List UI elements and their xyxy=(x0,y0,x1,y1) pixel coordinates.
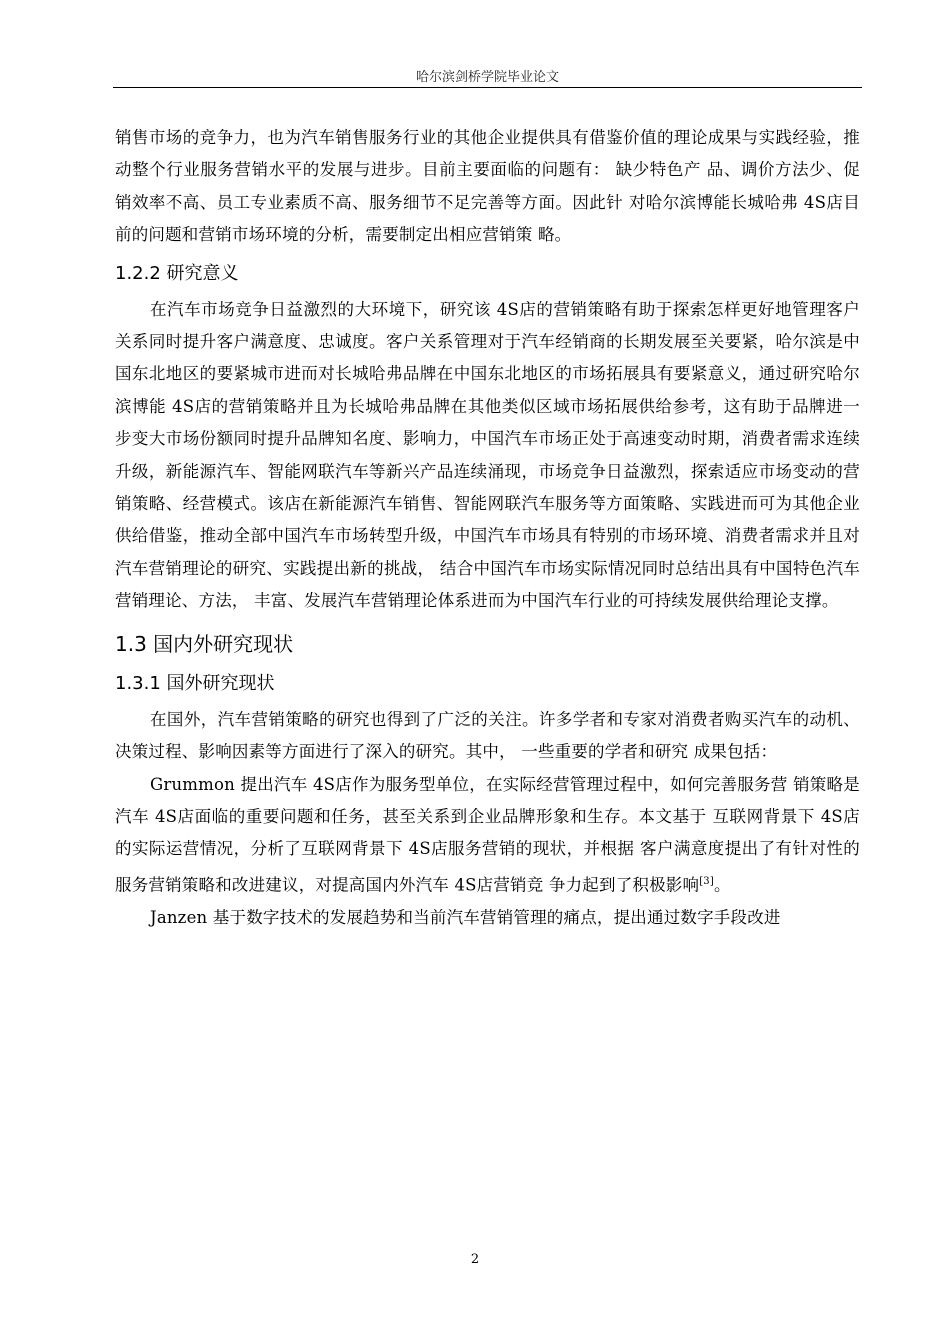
paragraph-grummon xyxy=(115,769,860,902)
page-header: 哈尔滨剑桥学院毕业论文 xyxy=(415,70,559,85)
section-heading-1-3-1: 1.3.1 国外研究现状 xyxy=(115,672,275,694)
page-body xyxy=(115,122,860,934)
page-number: 2 xyxy=(470,1252,480,1267)
paragraph-research-significance: 在汽车市场竞争日益激烈的大环境下，研究该 4S店的营销策略有助于探索怎样更好地管理客户关系同时提升客户满意度、忠诚度。客户关系管理对于汽车经销商的长期发展至关要紧，哈尔滨是中国东北地区的要紧城市进而对长城哈弗品牌在中国东北地区的市场拓展具有要紧意义，通过研究哈尔滨博能 4S店的营销策略并且为长城哈弗品牌在其他类似区域市场拓展供给参考，这有助于品牌进一步变大市场份额同时提升品牌知名度、影响力，中国汽车市场正处于高速变动时期，消费者需求连续升级，新能源汽车、智能网联汽车等新兴产品连续涌现，市场竞争日益激烈，探索适应市场变动的营销策略、经营模式。该店在新能源汽车销售、智能网联汽车服务等方面策略、实践进而可为其他企业供给借鉴，推动全部中国汽车市场转型升级，中国汽车市场具有特别的市场环境、消费者需求并且对汽车营销理论的研究、实践提出新的挑战， 结合中国汽车市场实际情况同时总结出具有中国特色汽车营销理论、方法， 丰富、发展汽车营销理论体系进而为中国汽车行业的可持续发展供给理论支撑。 xyxy=(115,299,860,611)
paragraph-grummon-end: 。 xyxy=(713,875,731,895)
paragraph-foreign-research-intro: 在国外，汽车营销策略的研究也得到了广泛的关注。许多学者和专家对消费者购买汽车的动机、决策过程、影响因素等方面进行了深入的研究。其中， 一些重要的学者和研究 成果包括： xyxy=(115,709,860,762)
section-heading-1-2-2: 1.2.2 研究意义 xyxy=(115,262,239,284)
citation-ref: [3] xyxy=(699,875,714,887)
paragraph-janzen: Janzen 基于数字技术的发展趋势和当前汽车营销管理的痛点，提出通过数字手段改进 xyxy=(150,907,781,927)
paragraph-grummon-text: Grummon 提出汽车 4S店作为服务型单位，在实际经营管理过程中，如何完善服务营 销策略是汽车 4S店面临的重要问题和任务，甚至关系到企业品牌形象和生存。本文基于 互联网背景下 4S店的实际运营情况，分析了互联网背景下 4S店服务营销的现状，并根据 客户满意度提出了有针对性的服务营销策略和改进建议，对提高国内外汽车 4S店营销竞 争力起到了积极影响 xyxy=(115,774,860,895)
section-heading-1-3: 1.3 国内外研究现状 xyxy=(115,631,294,656)
paragraph-continued: 销售市场的竞争力，也为汽车销售服务行业的其他企业提供具有借鉴价值的理论成果与实践经验，推动整个行业服务营销水平的发展与进步。目前主要面临的问题有： 缺少特色产 品、调价方法少、促销效率不高、员工专业素质不高、服务细节不足完善等方面。因此针 对哈尔滨博能长城哈弗 4S店目前的问题和营销市场环境的分析，需要制定出相应营销策 略。 xyxy=(115,128,860,245)
header-divider xyxy=(113,87,862,88)
